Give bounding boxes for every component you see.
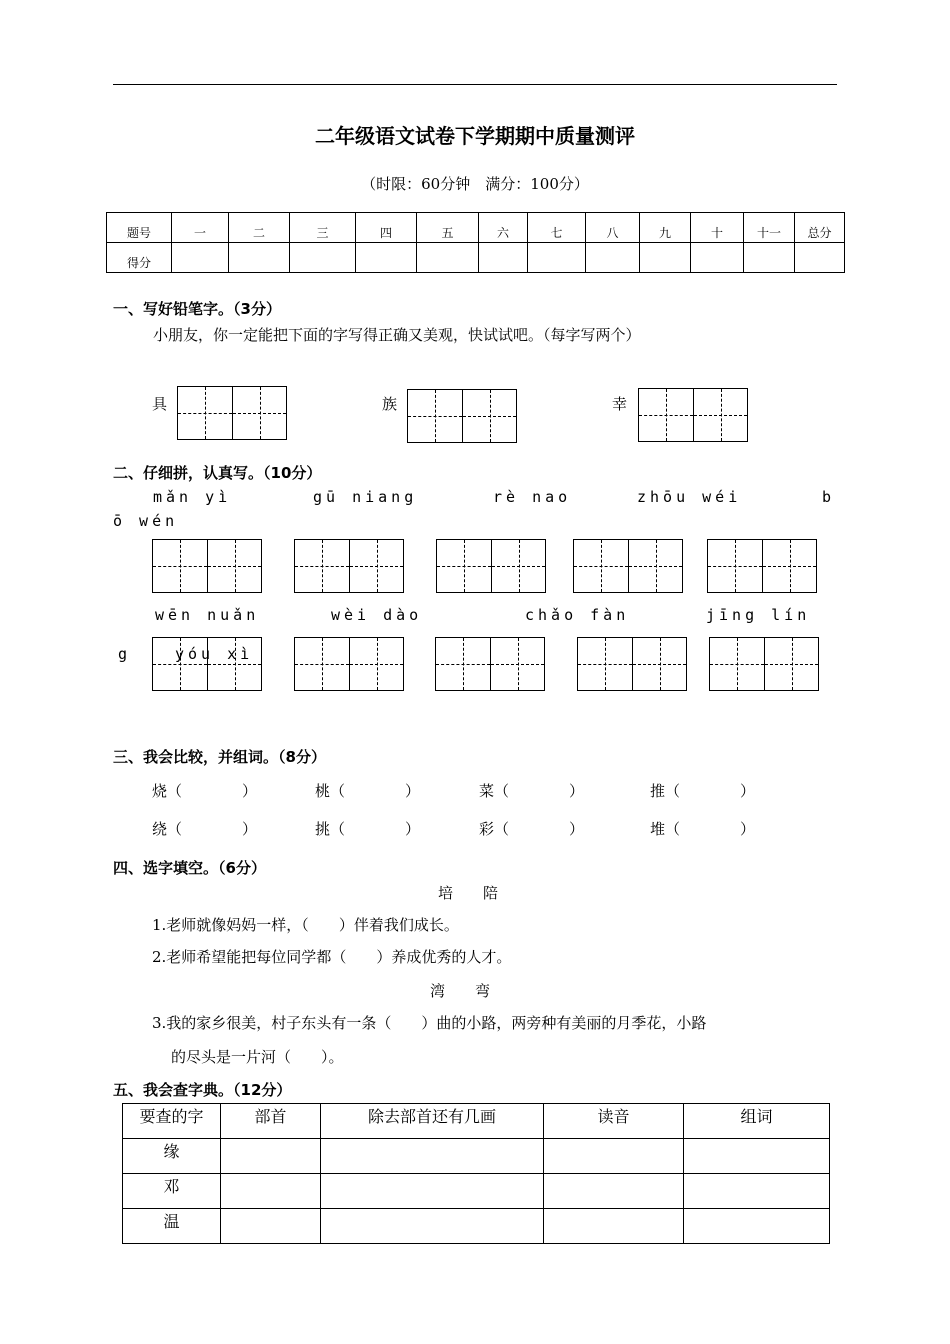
writing-grid[interactable] <box>436 539 546 593</box>
writing-grid[interactable] <box>638 388 748 442</box>
writing-grid[interactable] <box>407 389 517 443</box>
dict-char: 温 <box>123 1209 221 1244</box>
fill-question-3: 3.我的家乡很美，村子东头有一条（ ）曲的小路，两旁种有美丽的月季花，小路 <box>152 1014 707 1032</box>
dict-char: 邓 <box>123 1174 221 1209</box>
dict-cell[interactable] <box>221 1139 321 1174</box>
dict-header: 读音 <box>544 1104 684 1139</box>
compare-item: 堆（ ） <box>650 820 756 838</box>
score-cell[interactable] <box>290 243 356 273</box>
pinyin-label: wēn nuǎn <box>155 606 260 624</box>
writing-grid[interactable] <box>152 539 262 593</box>
dict-row <box>123 1139 830 1174</box>
dict-cell[interactable] <box>544 1174 684 1209</box>
dict-header: 部首 <box>221 1104 321 1139</box>
fill-question-1: 1.老师就像妈妈一样，（ ）伴着我们成长。 <box>152 916 459 934</box>
pinyin-label: rè nao <box>493 488 572 506</box>
score-cell[interactable] <box>229 243 290 273</box>
score-col-header: 十 <box>691 213 744 243</box>
writing-grid[interactable] <box>435 637 545 691</box>
score-col-header: 四 <box>356 213 417 243</box>
dict-header-row <box>123 1104 830 1139</box>
section-5-heading: 五、我会查字典。（12分） <box>113 1081 292 1099</box>
dict-header: 除去部首还有几画 <box>321 1104 544 1139</box>
score-col-header: 三 <box>290 213 356 243</box>
dict-cell[interactable] <box>321 1139 544 1174</box>
score-col-header: 一 <box>172 213 229 243</box>
writing-grid[interactable] <box>573 539 683 593</box>
score-label-score: 得分 <box>107 243 172 273</box>
score-label-number: 题号 <box>107 213 172 243</box>
score-col-header: 九 <box>640 213 691 243</box>
dict-cell[interactable] <box>321 1209 544 1244</box>
section-3-heading: 三、我会比较，并组词。（8分） <box>113 748 326 766</box>
pinyin-label: mǎn yì <box>153 488 232 506</box>
page-subtitle: （时限：60分钟 满分：100分） <box>361 175 589 193</box>
writing-grid[interactable] <box>294 539 404 593</box>
score-cell[interactable] <box>417 243 479 273</box>
score-col-header: 五 <box>417 213 479 243</box>
pinyin-label: wèi dào <box>331 606 423 624</box>
writing-grid[interactable] <box>294 637 404 691</box>
score-row-score <box>107 243 845 273</box>
score-row-number <box>107 213 845 243</box>
score-cell[interactable] <box>479 243 528 273</box>
dict-cell[interactable] <box>684 1209 830 1244</box>
pinyin-label-wrap: g <box>118 645 132 663</box>
score-cell[interactable] <box>528 243 586 273</box>
writing-grid[interactable] <box>577 637 687 691</box>
writing-grid[interactable] <box>707 539 817 593</box>
compare-item: 挑（ ） <box>315 820 421 838</box>
score-cell[interactable] <box>586 243 640 273</box>
score-cell[interactable] <box>356 243 417 273</box>
pinyin-label-wrap: yóu xì <box>175 645 254 663</box>
dict-cell[interactable] <box>684 1174 830 1209</box>
score-cell[interactable] <box>640 243 691 273</box>
dict-char: 缘 <box>123 1139 221 1174</box>
pinyin-label: chǎo fàn <box>525 606 630 624</box>
compare-item: 彩（ ） <box>479 820 585 838</box>
pinyin-label: jīng lín <box>706 606 811 624</box>
dictionary-table <box>122 1103 830 1244</box>
top-rule <box>113 84 837 85</box>
practice-char-1: 具 <box>152 395 168 413</box>
char-pair-2: 湾 弯 <box>430 982 491 1000</box>
pinyin-label: zhōu wéi <box>637 488 742 506</box>
compare-item: 桃（ ） <box>315 782 421 800</box>
score-col-header: 八 <box>586 213 640 243</box>
dict-header: 组词 <box>684 1104 830 1139</box>
section-2-heading: 二、仔细拼，认真写。（10分） <box>113 464 322 482</box>
section-1-heading: 一、写好铅笔字。（3分） <box>113 300 281 318</box>
score-col-header: 二 <box>229 213 290 243</box>
compare-item: 烧（ ） <box>152 782 258 800</box>
dict-cell[interactable] <box>544 1209 684 1244</box>
fill-question-3-cont: 的尽头是一片河（ ）。 <box>171 1048 344 1066</box>
page-title: 二年级语文试卷下学期期中质量测评 <box>315 124 635 148</box>
dict-cell[interactable] <box>544 1139 684 1174</box>
practice-char-3: 幸 <box>612 395 628 413</box>
fill-question-2: 2.老师希望能把每位同学都（ ）养成优秀的人才。 <box>152 948 512 966</box>
dict-cell[interactable] <box>684 1139 830 1174</box>
pinyin-label-wrap: ō wén <box>113 512 179 530</box>
dict-row <box>123 1174 830 1209</box>
pinyin-label: b <box>822 488 836 506</box>
score-col-header: 六 <box>479 213 528 243</box>
score-cell[interactable] <box>744 243 795 273</box>
score-col-header: 十一 <box>744 213 795 243</box>
char-pair-1: 培 陪 <box>438 884 499 902</box>
section-1-instruction: 小朋友，你一定能把下面的字写得正确又美观，快试试吧。（每字写两个） <box>153 326 641 344</box>
score-col-header: 总分 <box>795 213 845 243</box>
writing-grid[interactable] <box>177 386 287 440</box>
dict-cell[interactable] <box>221 1209 321 1244</box>
writing-grid[interactable] <box>709 637 819 691</box>
score-col-header: 七 <box>528 213 586 243</box>
score-table <box>106 212 845 273</box>
dict-cell[interactable] <box>221 1174 321 1209</box>
dict-header: 要查的字 <box>123 1104 221 1139</box>
pinyin-label: gū niang <box>313 488 418 506</box>
compare-item: 推（ ） <box>650 782 756 800</box>
compare-item: 菜（ ） <box>479 782 585 800</box>
dict-cell[interactable] <box>321 1174 544 1209</box>
score-cell[interactable] <box>795 243 845 273</box>
score-cell[interactable] <box>691 243 744 273</box>
dict-row <box>123 1209 830 1244</box>
practice-char-2: 族 <box>382 395 398 413</box>
compare-item: 绕（ ） <box>152 820 258 838</box>
score-cell[interactable] <box>172 243 229 273</box>
section-4-heading: 四、选字填空。（6分） <box>113 859 266 877</box>
